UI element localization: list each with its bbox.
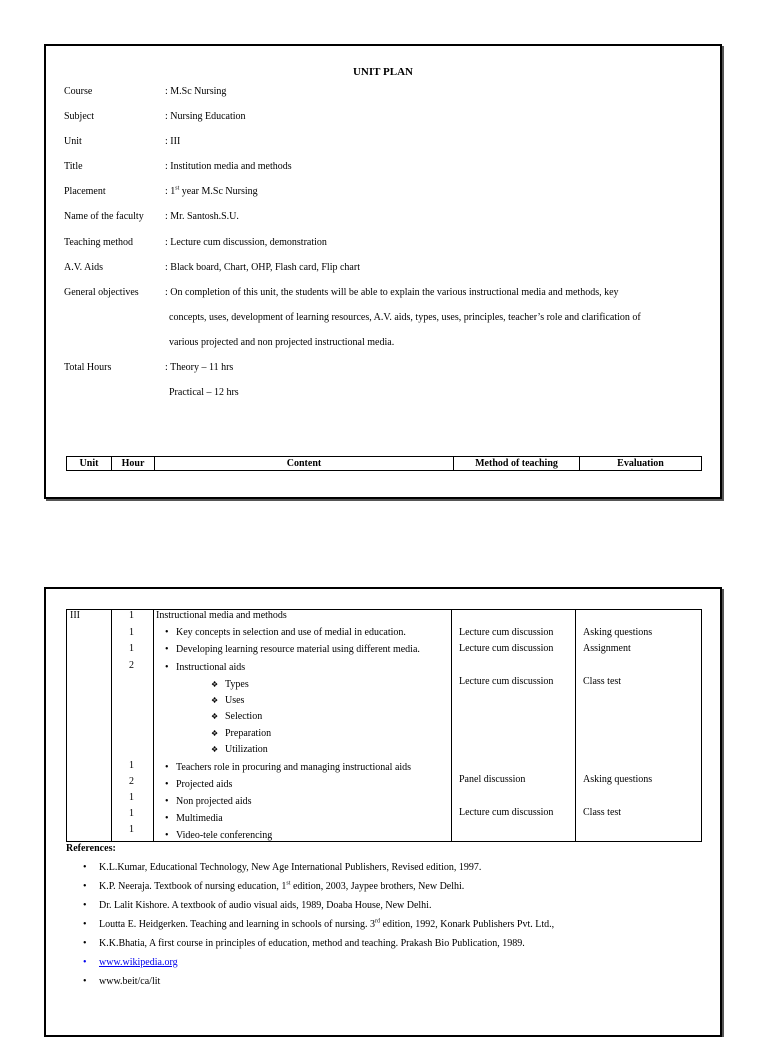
hour-cell: 1 bbox=[129, 760, 134, 771]
teaching-method-label: Teaching method bbox=[64, 237, 133, 248]
column-divider bbox=[451, 610, 452, 841]
content-bullet: • Projected aids bbox=[176, 779, 232, 790]
av-aids-label: A.V. Aids bbox=[64, 262, 103, 273]
hour-cell: 1 bbox=[129, 808, 134, 819]
content-bullet: • Video-tele conferencing bbox=[176, 830, 272, 841]
faculty-value: : Mr. Santosh.S.U. bbox=[165, 211, 239, 222]
general-objectives-line2: concepts, uses, development of learning resources, A.V. aids, types, uses, principles, teacher’s role and clarification of bbox=[169, 312, 641, 323]
method-cell: Lecture cum discussion bbox=[459, 807, 554, 818]
placement-label: Placement bbox=[64, 186, 106, 197]
reference-item: • Dr. Lalit Kishore. A textbook of audio visual aids, 1989, Doaba House, New Delhi. bbox=[99, 900, 431, 911]
hour-cell: 1 bbox=[129, 627, 134, 638]
header-evaluation: Evaluation bbox=[580, 457, 702, 471]
sub-item: ❖ Types bbox=[225, 679, 249, 690]
general-objectives-label: General objectives bbox=[64, 287, 139, 298]
method-cell: Lecture cum discussion bbox=[459, 643, 554, 654]
evaluation-cell: Asking questions bbox=[583, 627, 653, 638]
method-cell: Panel discussion bbox=[459, 774, 526, 785]
method-cell: Lecture cum discussion bbox=[459, 627, 554, 638]
header-unit: Unit bbox=[67, 457, 112, 471]
header-hour: Hour bbox=[112, 457, 155, 471]
column-divider bbox=[111, 610, 112, 841]
title-label: Title bbox=[64, 161, 83, 172]
content-bullet: • Developing learning resource material using different media. bbox=[176, 644, 420, 655]
unit-value: : III bbox=[165, 136, 181, 147]
unit-label: Unit bbox=[64, 136, 82, 147]
reference-item: • Loutta E. Heidgerken. Teaching and learning in schools of nursing. 3rd edition, 1992, Konark Publishers Pvt. Ltd., bbox=[99, 919, 554, 930]
course-value: : M.Sc Nursing bbox=[165, 86, 227, 97]
references-title: References: bbox=[66, 843, 116, 854]
total-hours-theory: : Theory – 11 hrs bbox=[165, 362, 234, 373]
total-hours-practical: Practical – 12 hrs bbox=[169, 387, 239, 398]
hour-cell: 1 bbox=[129, 610, 134, 621]
av-aids-value: : Black board, Chart, OHP, Flash card, Flip chart bbox=[165, 262, 360, 273]
content-bullet: • Teachers role in procuring and managing instructional aids bbox=[176, 762, 411, 773]
reference-item: • K.L.Kumar, Educational Technology, New Age International Publishers, Revised edition, 1997. bbox=[99, 862, 481, 873]
page-1 bbox=[44, 44, 722, 499]
hour-cell: 2 bbox=[129, 776, 134, 787]
sub-item: ❖ Selection bbox=[225, 711, 262, 722]
sub-item: ❖ Uses bbox=[225, 695, 244, 706]
reference-link-wikipedia[interactable]: • www.wikipedia.org bbox=[99, 957, 178, 968]
reference-item: • K.K.Bhatia, A first course in principles of education, method and teaching. Prakash Bio Publication, 1989. bbox=[99, 938, 525, 949]
column-divider bbox=[575, 610, 576, 841]
sub-item: ❖ Preparation bbox=[225, 728, 271, 739]
plan-table bbox=[66, 609, 702, 842]
hour-cell: 2 bbox=[129, 660, 134, 671]
content-bullet: • Key concepts in selection and use of medial in education. bbox=[176, 627, 406, 638]
evaluation-cell: Asking questions bbox=[583, 774, 653, 785]
hour-cell: 1 bbox=[129, 824, 134, 835]
content-bullet: • Non projected aids bbox=[176, 796, 252, 807]
header-method: Method of teaching bbox=[454, 457, 580, 471]
header-content: Content bbox=[155, 457, 454, 471]
reference-item: • www.beit/ca/lit bbox=[99, 976, 160, 987]
evaluation-cell: Class test bbox=[583, 807, 622, 818]
subject-label: Subject bbox=[64, 111, 94, 122]
unit-cell: III bbox=[70, 610, 80, 621]
hour-cell: 1 bbox=[129, 792, 134, 803]
column-divider bbox=[153, 610, 154, 841]
reference-item: • K.P. Neeraja. Textbook of nursing education, 1st edition, 2003, Jaypee brothers, New Delhi. bbox=[99, 881, 464, 892]
course-label: Course bbox=[64, 86, 93, 97]
general-objectives-line1: : On completion of this unit, the students will be able to explain the various instructional media and methods, key bbox=[165, 287, 619, 298]
page-2 bbox=[44, 587, 722, 1037]
teaching-method-value: : Lecture cum discussion, demonstration bbox=[165, 237, 327, 248]
page-title: UNIT PLAN bbox=[352, 66, 413, 78]
sub-item: ❖ Utilization bbox=[225, 744, 268, 755]
content-bullet: • Instructional aids bbox=[176, 662, 245, 673]
content-title: Instructional media and methods bbox=[156, 610, 287, 621]
title-value: : Institution media and methods bbox=[165, 161, 292, 172]
subject-value: : Nursing Education bbox=[165, 111, 246, 122]
placement-value: : 1st year M.Sc Nursing bbox=[165, 185, 258, 197]
content-bullet: • Multimedia bbox=[176, 813, 223, 824]
general-objectives-line3: various projected and non projected instructional media. bbox=[169, 337, 395, 348]
evaluation-cell: Assignment bbox=[583, 643, 631, 654]
total-hours-label: Total Hours bbox=[64, 362, 112, 373]
faculty-label: Name of the faculty bbox=[64, 211, 144, 222]
method-cell: Lecture cum discussion bbox=[459, 676, 554, 687]
plan-table-header bbox=[66, 456, 702, 471]
evaluation-cell: Class test bbox=[583, 676, 622, 687]
hour-cell: 1 bbox=[129, 643, 134, 654]
